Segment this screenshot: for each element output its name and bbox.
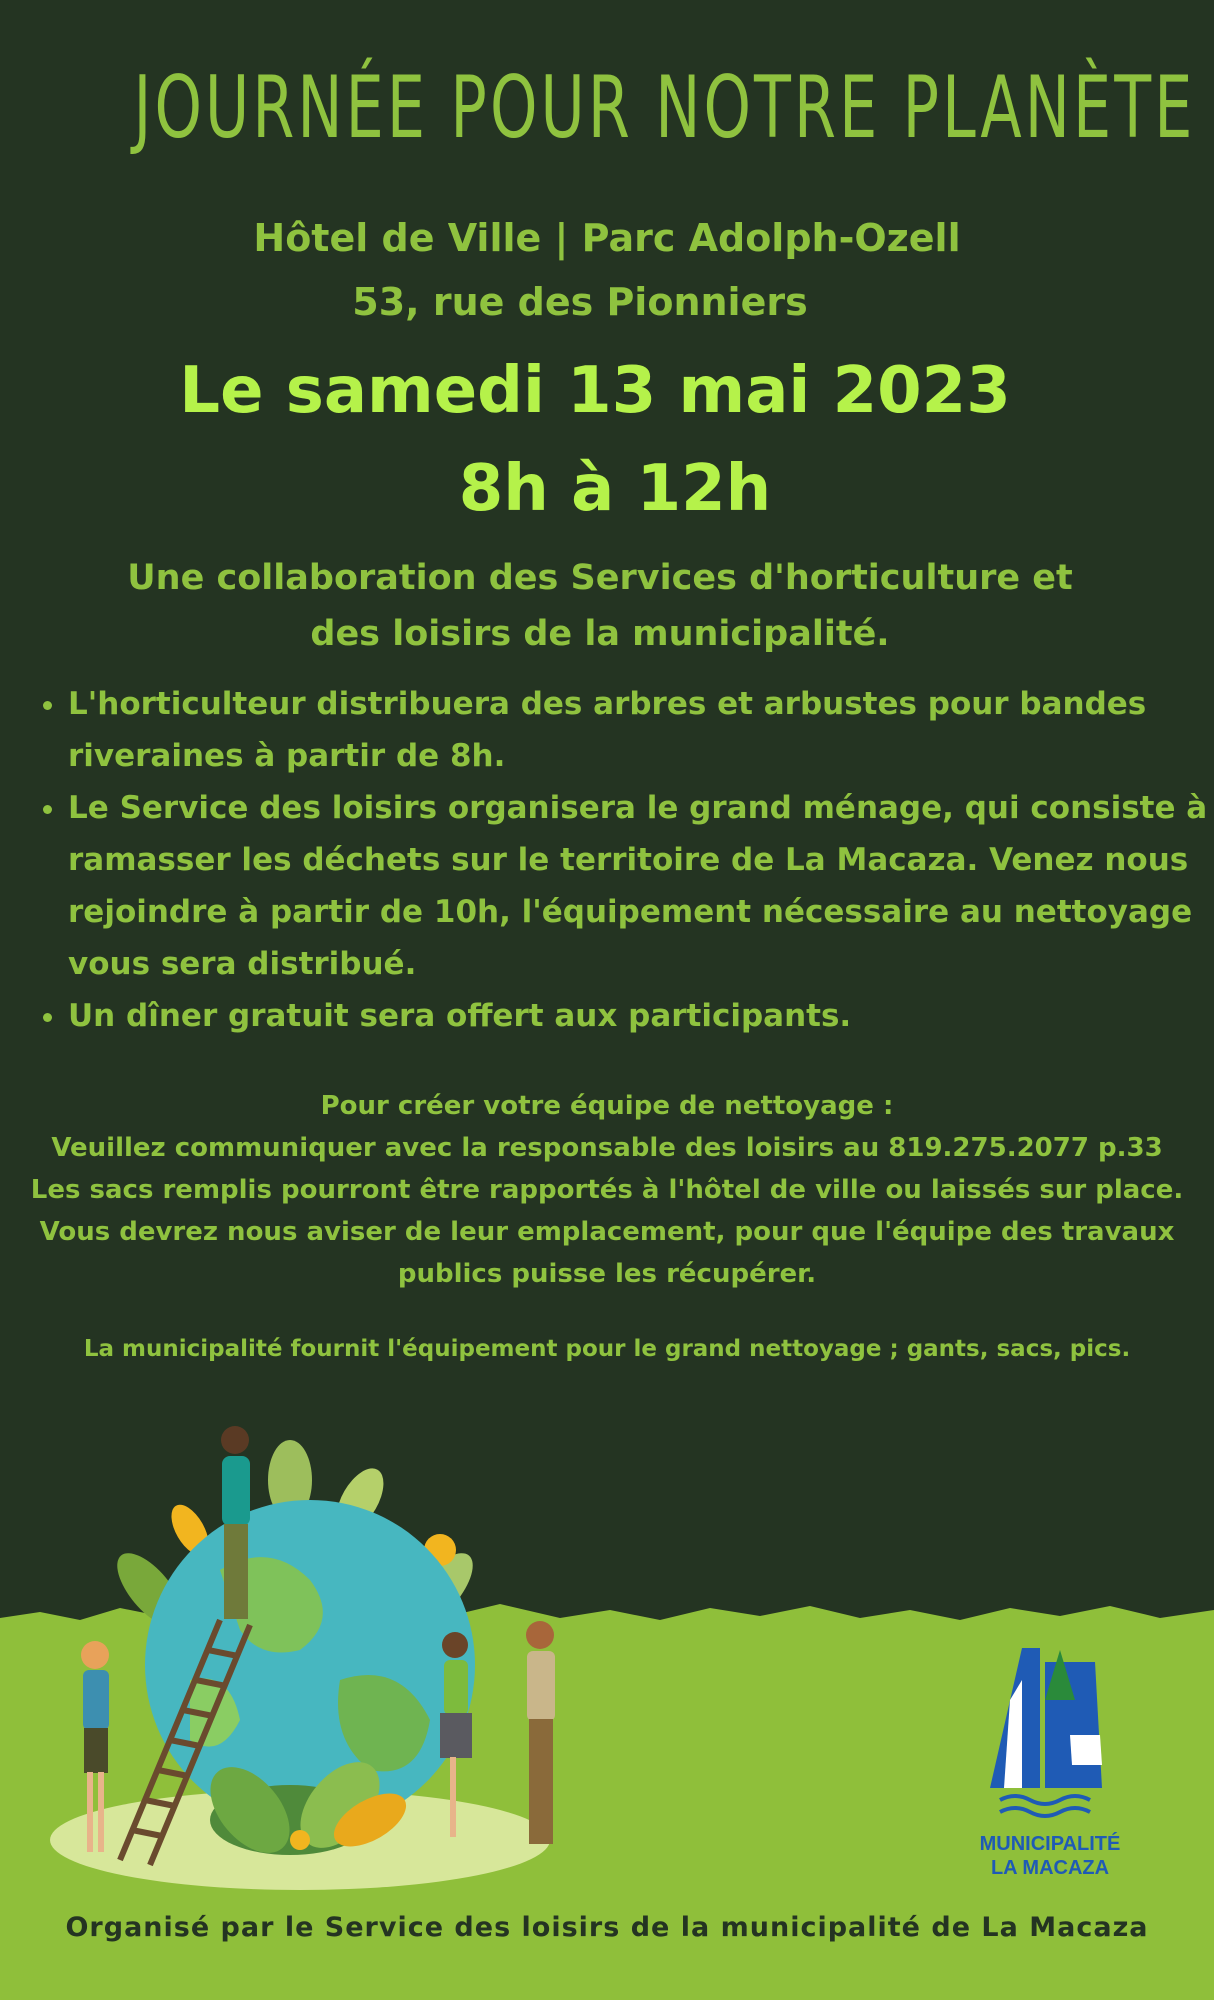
info-line: publics puisse les récupérer. [397,1259,817,1289]
person-right-man [526,1621,555,1844]
footer-organizer: Organisé par le Service des loisirs de la municipalité de La Macaza [65,1912,1149,1943]
poster-title: JOURNÉE POUR NOTRE PLANÈTE [133,58,1196,158]
earth-illustration [40,1420,600,1900]
logo-icon [960,1640,1140,1830]
globe-icon [145,1500,475,1830]
logo-text [960,1832,1140,1880]
cleanup-info [20,1085,1194,1295]
info-line: Veuillez communiquer avec la responsable des loisirs au 819.275.2077 p.33 [51,1133,1163,1163]
person-on-ladder [221,1426,250,1619]
collaboration-text [100,550,1100,662]
equipment-note: La municipalité fournit l'équipement pour le grand nettoyage ; gants, sacs, pics. [83,1336,1131,1362]
collab-line-2: des loisirs de la municipalité. [310,614,890,654]
list-item: • Un dîner gratuit sera offert aux participants. [68,990,1214,1042]
info-line: Pour créer votre équipe de nettoyage : [320,1091,894,1121]
info-line: Vous devrez nous aviser de leur emplacement, pour que l'équipe des travaux [39,1217,1175,1247]
logo-line-2: LA MACAZA [990,1857,1110,1879]
collab-line-1: Une collaboration des Services d'horticulture et [127,558,1073,598]
info-line: Les sacs remplis pourront être rapportés à l'hôtel de ville ou laissés sur place. [30,1175,1184,1205]
event-hours: 8h à 12h [458,452,772,526]
venue-line-2: 53, rue des Pionniers [352,280,808,324]
list-item: • Le Service des loisirs organisera le grand ménage, qui consiste à ramasser les déchets sur le territoire de La Macaza. Venez nous rejoindre à partir de 10h, l'équipement nécessaire au nettoyage vous sera distribué. [68,782,1214,990]
venue-line-1: Hôtel de Ville | Parc Adolph-Ozell [253,216,961,260]
municipality-logo [960,1640,1140,1890]
activity-list [30,678,1214,1042]
list-item: • L'horticulteur distribuera des arbres et arbustes pour bandes riveraines à partir de 8h. [68,678,1214,782]
event-date: Le samedi 13 mai 2023 [179,354,1011,428]
logo-line-1: MUNICIPALITÉ [979,1833,1121,1855]
